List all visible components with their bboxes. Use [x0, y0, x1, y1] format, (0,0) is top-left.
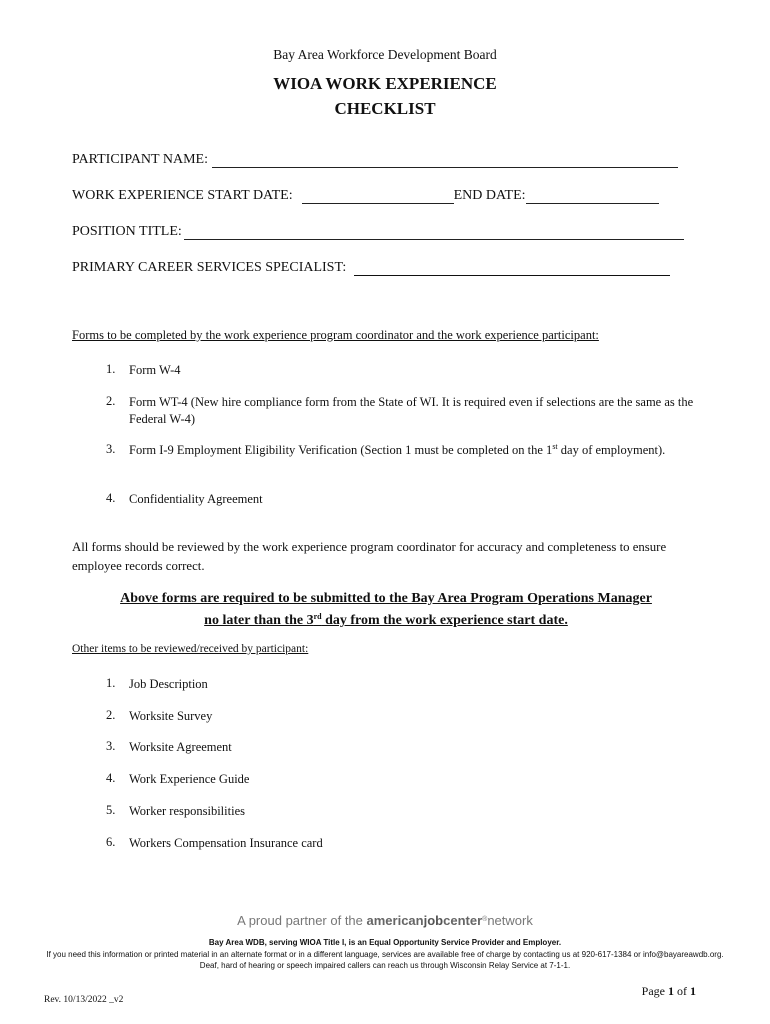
- specialist-field[interactable]: [354, 261, 670, 276]
- start-date-label: WORK EXPERIENCE START DATE:: [72, 188, 293, 203]
- list-item: 4. Work Experience Guide: [106, 771, 250, 786]
- organization-name: Bay Area Workforce Development Board: [273, 47, 497, 62]
- document-title-line1: WIOA WORK EXPERIENCE: [273, 74, 497, 93]
- participant-name-label: PARTICIPANT NAME:: [72, 152, 208, 167]
- position-title-field[interactable]: [184, 225, 684, 240]
- list-item: 3. Form I-9 Employment Eligibility Verification (Section 1 must be completed on the 1st day of employment).: [106, 442, 666, 457]
- american-job-center-partner-logo: A proud partner of the americanjobcenter®network: [237, 913, 533, 928]
- participant-name-field[interactable]: [212, 153, 678, 168]
- review-paragraph: All forms should be reviewed by the work experience program coordinator for accuracy and completeness to ensure employee records correct.: [72, 540, 667, 573]
- eeo-statement: Bay Area WDB, serving WIOA Title I, is an Equal Opportunity Service Provider and Employer.: [208, 938, 562, 947]
- start-date-row: [72, 188, 659, 204]
- list-item: 4. Confidentiality Agreement: [106, 491, 263, 506]
- end-date-label: END DATE:: [453, 188, 526, 203]
- participant-name-row: [72, 152, 678, 168]
- end-date-field[interactable]: [526, 189, 659, 204]
- revision-label: Rev. 10/13/2022 _v2: [44, 995, 124, 1005]
- start-date-field[interactable]: [302, 189, 454, 204]
- list-item: 1. Form W-4: [106, 362, 181, 377]
- page-number: Page 1 of 1: [641, 984, 696, 998]
- forms-section-heading: Forms to be completed by the work experience program coordinator and the work experience participant:: [72, 328, 599, 342]
- submission-notice: Above forms are required to be submitted to the Bay Area Program Operations Manager no later than the 3rd day from the work experience start date.: [120, 591, 652, 628]
- specialist-label: PRIMARY CAREER SERVICES SPECIALIST:: [72, 260, 347, 275]
- list-item: 2. Form WT-4 (New hire compliance form from the State of WI. It is required even if selections are the same as the Federal W-4): [106, 394, 694, 426]
- other-items-heading: Other items to be reviewed/received by participant:: [72, 643, 309, 655]
- list-item: 5. Worker responsibilities: [106, 803, 245, 818]
- position-title-label: POSITION TITLE:: [72, 224, 182, 239]
- list-item: 6. Workers Compensation Insurance card: [106, 835, 323, 850]
- list-item: 2. Worksite Survey: [106, 708, 213, 723]
- list-item: 3. Worksite Agreement: [106, 739, 232, 754]
- position-title-row: [72, 224, 684, 240]
- specialist-row: [72, 260, 670, 276]
- list-item: 1. Job Description: [106, 676, 208, 691]
- accessibility-statement: If you need this information or printed material in an alternate format or in a different language, services are available free of charge by contacting us at 920-617-1384 or info@bayareawdb.org. Deaf, hard of hearing or speech impaired callers can reach us through Wisconsin Relay Service at 7-1-1.: [46, 950, 724, 970]
- document-title-line2: CHECKLIST: [334, 99, 436, 118]
